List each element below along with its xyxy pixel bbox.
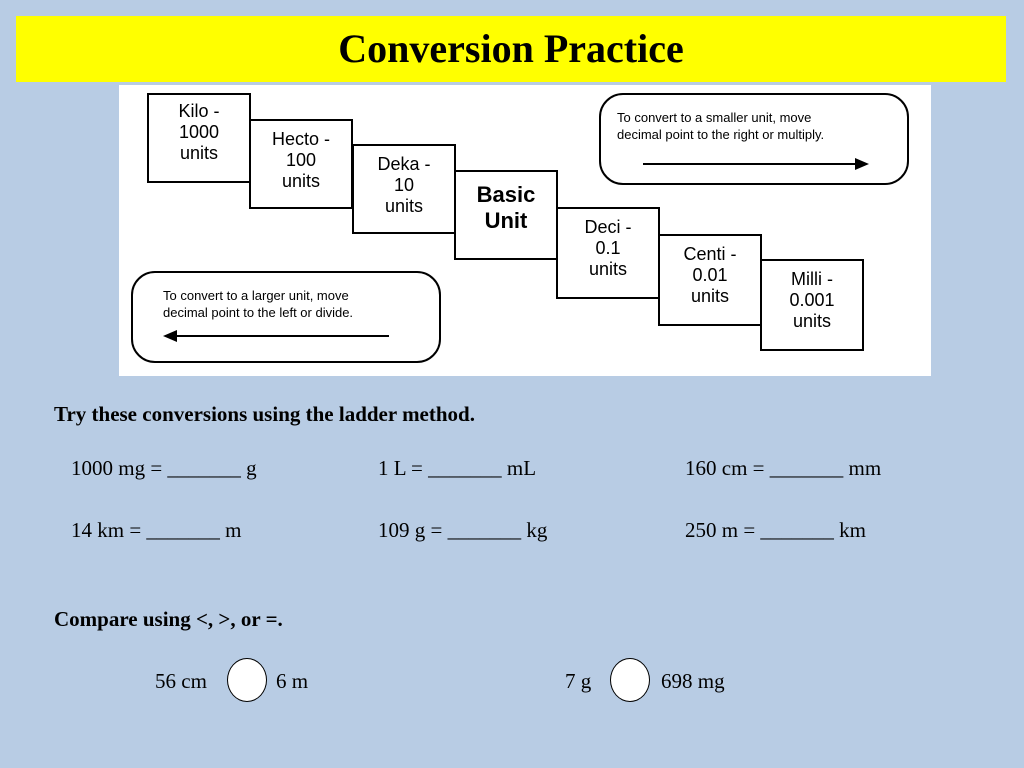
ladder-step-kilo bbox=[147, 93, 251, 183]
step-units: units bbox=[588, 259, 628, 279]
step-units: units bbox=[384, 196, 424, 216]
compare-left-value: 56 cm bbox=[155, 669, 207, 693]
conversion-problem: 14 km = _______ m bbox=[71, 518, 242, 542]
note-line: To convert to a larger unit, move bbox=[163, 288, 349, 303]
conversion-problem: 160 cm = _______ mm bbox=[685, 456, 882, 480]
compare-heading: Compare using <, >, or =. bbox=[54, 607, 283, 631]
compare-right-value: 6 m bbox=[276, 669, 309, 693]
step-label: Deci - bbox=[584, 217, 632, 237]
step-factor: 0.1 bbox=[595, 238, 621, 258]
larger-unit-note-text bbox=[163, 287, 463, 321]
compare-answer-circle[interactable] bbox=[227, 658, 267, 702]
step-label: Kilo - bbox=[178, 101, 220, 121]
step-label: Deka - bbox=[377, 154, 431, 174]
note-line: decimal point to the left or divide. bbox=[163, 305, 354, 320]
smaller-unit-note bbox=[599, 93, 909, 185]
ladder-step-milli bbox=[760, 259, 864, 351]
ladder-step-deci bbox=[556, 207, 660, 299]
step-factor: 0.01 bbox=[692, 265, 728, 285]
step-factor: 100 bbox=[285, 150, 317, 170]
step-units: units bbox=[179, 143, 219, 163]
conversion-problem: 1000 mg = _______ g bbox=[71, 456, 257, 480]
ladder-step-deka bbox=[352, 144, 456, 234]
step-label: Hecto - bbox=[271, 129, 331, 149]
title-bar bbox=[16, 16, 1006, 82]
compare-right-value: 698 mg bbox=[661, 669, 725, 693]
note-line: decimal point to the right or multiply. bbox=[617, 127, 825, 142]
ladder-step-centi bbox=[658, 234, 762, 326]
conversion-problem: 1 L = _______ mL bbox=[378, 456, 537, 480]
step-label: Centi - bbox=[683, 244, 737, 264]
compare-answer-circle[interactable] bbox=[610, 658, 650, 702]
step-label: Milli - bbox=[791, 269, 833, 289]
conversion-problem: 250 m = _______ km bbox=[685, 518, 867, 542]
metric-ladder-diagram bbox=[119, 85, 931, 376]
larger-unit-note bbox=[131, 271, 441, 363]
step-label: Basic bbox=[476, 182, 536, 207]
page-title: Conversion Practice bbox=[338, 26, 684, 71]
compare-left-value: 7 g bbox=[565, 669, 592, 693]
step-factor: 1000 bbox=[178, 122, 220, 142]
conversion-problem: 109 g = _______ kg bbox=[378, 518, 548, 542]
smaller-unit-note-text bbox=[617, 109, 917, 143]
note-line: To convert to a smaller unit, move bbox=[617, 110, 812, 125]
arrow-left-icon bbox=[161, 329, 391, 343]
step-units: units bbox=[281, 171, 321, 191]
conversions-heading: Try these conversions using the ladder method. bbox=[54, 402, 475, 426]
step-units: units bbox=[792, 311, 832, 331]
step-factor: 10 bbox=[393, 175, 415, 195]
arrow-right-icon bbox=[641, 157, 871, 171]
ladder-step-hecto bbox=[249, 119, 353, 209]
step-label: Unit bbox=[484, 208, 528, 233]
ladder-step-basic-unit bbox=[454, 170, 558, 260]
step-factor: 0.001 bbox=[789, 290, 835, 310]
step-units: units bbox=[690, 286, 730, 306]
